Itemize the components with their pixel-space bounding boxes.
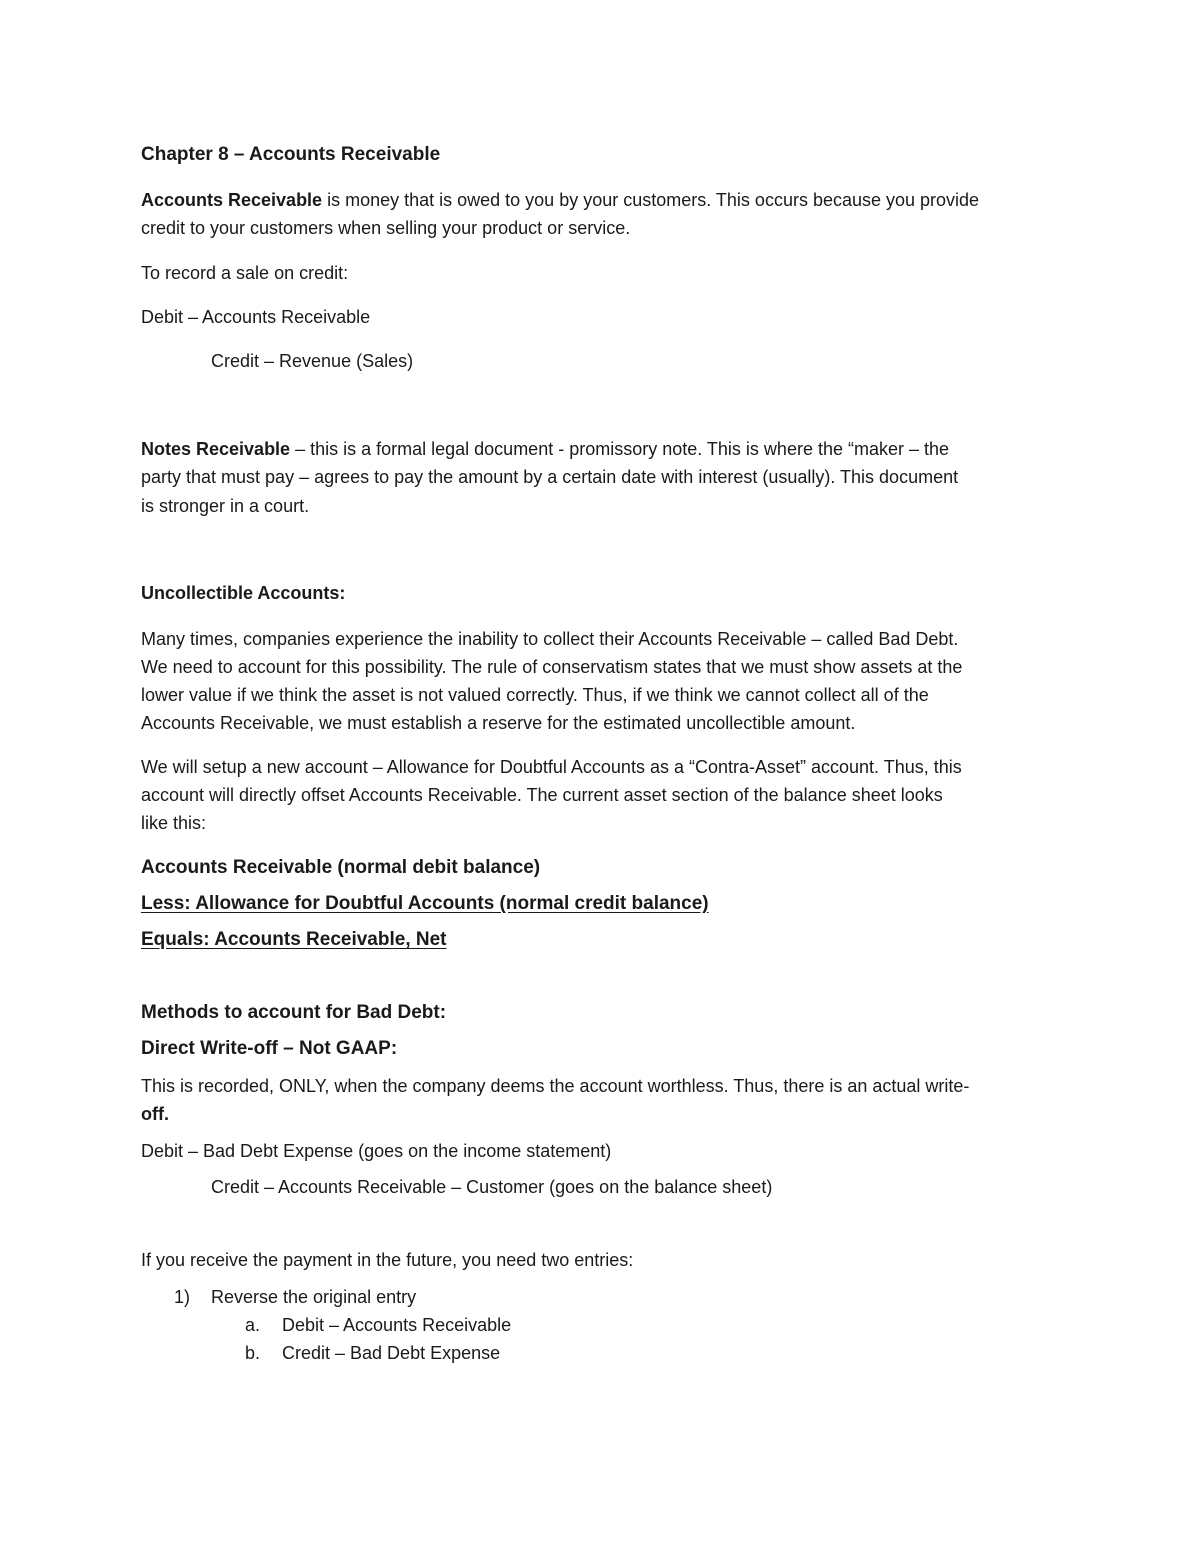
- direct-writeoff-line1: This is recorded, ONLY, when the company deems the account worthless. Thus, there is an actual write-: [141, 1076, 970, 1096]
- balance-sheet-allowance: Less: Allowance for Doubtful Accounts (normal credit balance): [141, 893, 709, 914]
- sale-credit-intro: To record a sale on credit:: [141, 263, 349, 283]
- notes-term: Notes Receivable: [141, 439, 291, 459]
- list-item-text: Reverse the original entry: [211, 1287, 417, 1307]
- uncollectible-para1-line: We need to account for this possibility. The rule of conservatism states that we must show assets at the: [141, 657, 963, 677]
- sublist-item-text: Credit – Bad Debt Expense: [282, 1343, 501, 1363]
- uncollectible-para1-line: Many times, companies experience the inability to collect their Accounts Receivable – called Bad Debt.: [141, 629, 959, 649]
- sale-credit-credit: Credit – Revenue (Sales): [211, 351, 414, 371]
- notes-receivable-line3: is stronger in a court.: [141, 496, 310, 516]
- sale-credit-debit: Debit – Accounts Receivable: [141, 307, 371, 327]
- list-number: 1): [174, 1287, 191, 1307]
- uncollectible-para1-line: lower value if we think the asset is not valued correctly. Thus, if we think we cannot collect all of the: [141, 685, 929, 705]
- direct-writeoff-line2: off.: [141, 1104, 169, 1124]
- payment-intro: If you receive the payment in the future, you need two entries:: [141, 1250, 634, 1270]
- methods-heading: Methods to account for Bad Debt:: [141, 1002, 447, 1023]
- ar-term: Accounts Receivable: [141, 190, 323, 210]
- sublist-item-text: Debit – Accounts Receivable: [282, 1315, 512, 1335]
- ar-intro-line2: credit to your customers when selling your product or service.: [141, 218, 631, 238]
- ar-intro-rest: is money that is owed to you by your customers. This occurs because you provide: [322, 190, 980, 210]
- sublist-label: a.: [245, 1315, 261, 1335]
- uncollectible-heading: Uncollectible Accounts:: [141, 583, 346, 603]
- uncollectible-para1-line: Accounts Receivable, we must establish a reserve for the estimated uncollectible amount.: [141, 713, 856, 733]
- sublist-label: b.: [245, 1343, 261, 1363]
- balance-sheet-ar: Accounts Receivable (normal debit balance): [141, 857, 541, 878]
- uncollectible-para2-line: like this:: [141, 813, 207, 833]
- notes-receivable-line2: party that must pay – agrees to pay the amount by a certain date with interest (usually). This document: [141, 467, 959, 487]
- uncollectible-para2-line: account will directly offset Accounts Receivable. The current asset section of the balance sheet looks: [141, 785, 943, 805]
- uncollectible-para2-line: We will setup a new account – Allowance for Doubtful Accounts as a “Contra-Asset” account. Thus, this: [141, 757, 962, 777]
- balance-sheet-net: Equals: Accounts Receivable, Net: [141, 929, 447, 950]
- ar-intro-line1: [141, 186, 979, 214]
- direct-writeoff-heading: Direct Write-off – Not GAAP:: [141, 1038, 398, 1059]
- notes-receivable-line1: [141, 435, 949, 463]
- chapter-title: Chapter 8 – Accounts Receivable: [141, 144, 441, 165]
- direct-writeoff-credit: Credit – Accounts Receivable – Customer (goes on the balance sheet): [211, 1177, 773, 1197]
- direct-writeoff-debit: Debit – Bad Debt Expense (goes on the income statement): [141, 1141, 612, 1161]
- notes-rest: – this is a formal legal document - promissory note. This is where the “maker – the: [290, 439, 950, 459]
